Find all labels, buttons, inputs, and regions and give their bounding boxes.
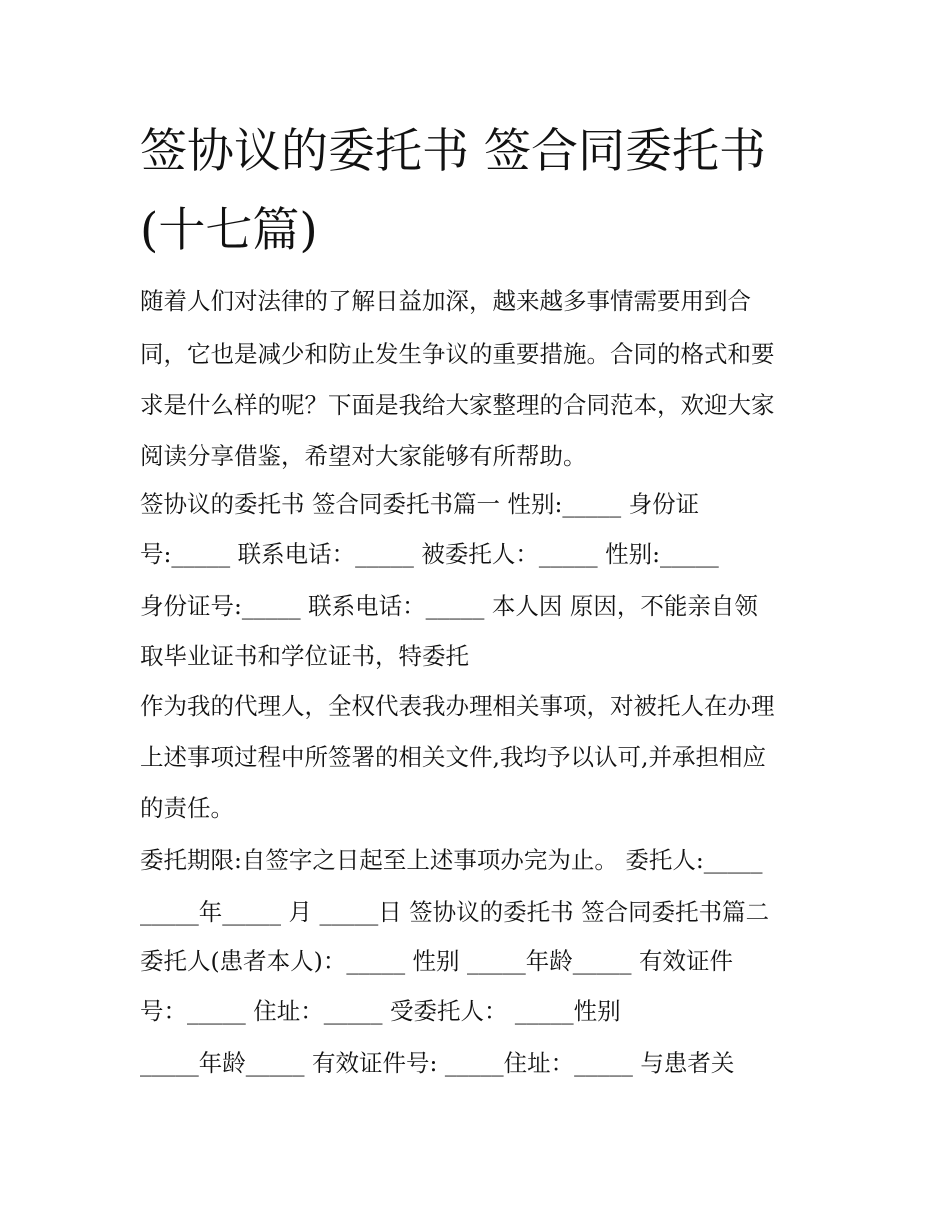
section-one-line-4: 取毕业证书和学位证书，特委托 bbox=[140, 642, 469, 670]
section-one-line-1: 签协议的委托书 签合同委托书篇一 性别:_____ 身份证 bbox=[140, 490, 700, 518]
intro-line-2: 同，它也是减少和防止发生争议的重要措施。合同的格式和要 bbox=[140, 340, 775, 368]
section-one-line-2: 号:_____ 联系电话：_____ 被委托人：_____ 性别:_____ bbox=[140, 540, 719, 568]
section-one-line-7: 的责任。 bbox=[140, 794, 234, 822]
term-line: 委托期限:自签字之日起至上述事项办完为止。 委托人:_____ bbox=[140, 846, 763, 874]
section-one-line-6: 上述事项过程中所签署的相关文件,我均予以认可,并承担相应 bbox=[140, 743, 766, 771]
intro-line-3: 求是什么样的呢？下面是我给大家整理的合同范本，欢迎大家 bbox=[140, 391, 775, 419]
document-title bbox=[140, 112, 830, 270]
date-line: _____年_____ 月 _____日 签协议的委托书 签合同委托书篇二 bbox=[140, 898, 770, 926]
section-two-line-3: _____年龄_____ 有效证件号: _____住址：_____ 与患者关 bbox=[140, 1049, 735, 1077]
section-one-line-5: 作为我的代理人，全权代表我办理相关事项，对被托人在办理 bbox=[140, 692, 775, 720]
section-two-line-1: 委托人(患者本人)：_____ 性别 _____年龄_____ 有效证件 bbox=[140, 947, 733, 975]
intro-line-4: 阅读分享借鉴，希望对大家能够有所帮助。 bbox=[140, 442, 587, 470]
section-two-line-2: 号：_____ 住址：_____ 受委托人： _____性别 bbox=[140, 997, 621, 1025]
intro-line-1: 随着人们对法律的了解日益加深，越来越多事情需要用到合 bbox=[140, 287, 751, 315]
section-one-line-3: 身份证号:_____ 联系电话：_____ 本人因 原因，不能亲自领 bbox=[140, 592, 758, 620]
title-line-2: (十七篇) bbox=[140, 203, 318, 258]
title-line-1: 签协议的委托书 签合同委托书 bbox=[140, 124, 766, 179]
